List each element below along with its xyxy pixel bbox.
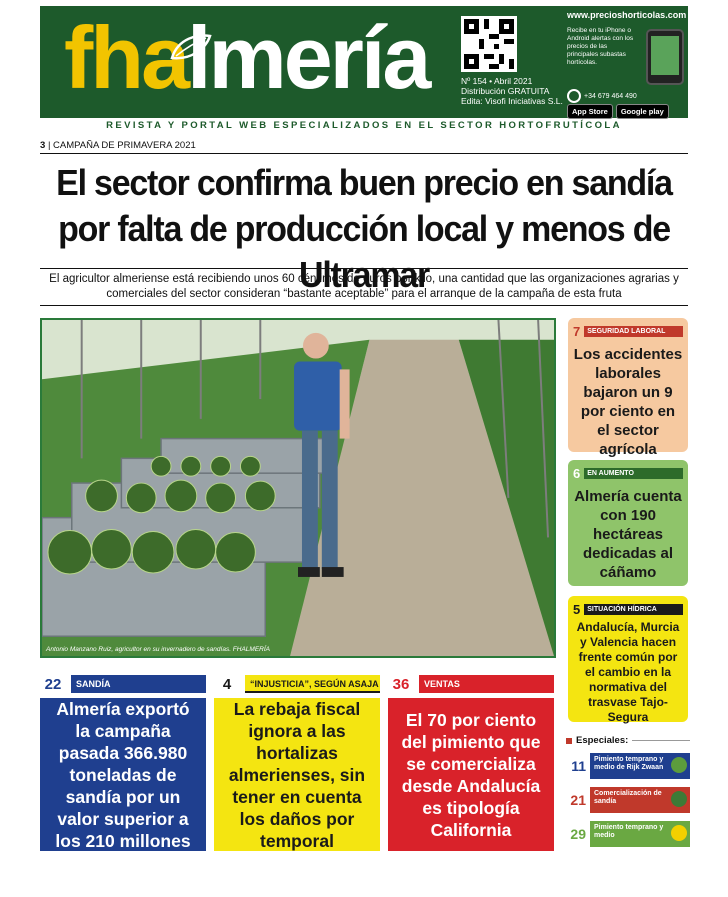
teaser-tag: SITUACIÓN HÍDRICA: [584, 604, 683, 615]
watermelon-icon: [671, 791, 687, 807]
especial-text: Pimiento temprano y medio de Rijk Zwaan: [594, 756, 664, 771]
sidebar-teaser-3[interactable]: [568, 596, 688, 722]
store-badges: [567, 104, 669, 119]
yellow-pepper-icon: [671, 825, 687, 841]
tagline: REVISTA Y PORTAL WEB ESPECIALIZADOS EN EL SECTOR HORTOFRUTÍCOLA: [106, 120, 622, 131]
teaser-tag: “INJUSTICIA”, SEGÚN ASAJA: [245, 675, 380, 693]
teaser-page-number: 22: [44, 675, 62, 693]
qr-code[interactable]: [461, 16, 517, 72]
section-header: [40, 140, 688, 154]
website-link[interactable]: www.precioshorticolas.com: [567, 10, 687, 20]
teaser-page-number: 36: [392, 675, 410, 693]
teaser-text: Andalucía, Murcia y Valencia hacen frente común por el cambio en la normativa del trasvase Tajo-Segura: [576, 620, 680, 724]
leaf-icon: [168, 32, 212, 62]
teaser-tag: EN AUMENTO: [584, 468, 683, 479]
especiales-label: Especiales:: [576, 735, 629, 746]
phone-number-row[interactable]: [567, 89, 637, 103]
teaser-tag: SANDÍA: [71, 675, 206, 693]
app-promo-text: Recibe en tu iPhone o Android alertas con los precios de las principales subastas hortícolas.: [567, 27, 634, 66]
issue-info: [461, 76, 563, 106]
page-number: 3: [40, 140, 46, 151]
teaser-text: Almería cuenta con 190 hectáreas dedicadas al cáñamo: [574, 488, 682, 581]
teaser-text: El 70 por ciento del pimiento que se comercializa desde Andalucía es tipología California: [388, 698, 554, 851]
logo: [64, 8, 428, 108]
main-photo: [40, 318, 556, 658]
especial-item-2[interactable]: [566, 786, 690, 814]
distribution: Distribución GRATUITA: [461, 86, 550, 96]
square-bullet-icon: [566, 738, 572, 744]
main-headline: El sector confirma buen precio en sandía por falta de producción local y menos de Ultramar: [56, 162, 672, 295]
section-name: | CAMPAÑA DE PRIMAVERA 2021: [47, 140, 196, 151]
sidebar-teaser-2[interactable]: [568, 460, 688, 586]
bottom-teaser-1[interactable]: [40, 673, 206, 851]
especial-page-number: 11: [571, 758, 586, 774]
especial-text: Pimiento temprano y medio: [594, 824, 664, 839]
especial-page-number: 29: [570, 826, 586, 842]
teaser-text: Los accidentes laborales bajaron un 9 por ciento en el sector agrícola: [573, 346, 683, 458]
teaser-page-number: 5: [573, 602, 581, 617]
teaser-page-number: 6: [573, 466, 581, 481]
divider: [40, 305, 688, 306]
whatsapp-icon: [567, 89, 581, 103]
app-store-button[interactable]: App Store: [567, 104, 613, 119]
logo-fh: fh: [64, 8, 142, 107]
pepper-icon: [671, 757, 687, 773]
phone-number: +34 679 464 490: [584, 92, 637, 100]
teaser-tag: VENTAS: [419, 675, 554, 693]
bottom-teaser-3[interactable]: [388, 673, 554, 851]
google-play-button[interactable]: Google play: [616, 104, 669, 119]
app-promo-panel: [567, 9, 687, 116]
teaser-text: La rebaja fiscal ignora a las hortalizas almerienses, sin tener en cuenta los daños por temporal: [214, 698, 380, 851]
especiales-title: [566, 735, 690, 746]
teaser-tag: SEGURIDAD LABORAL: [584, 326, 683, 337]
teaser-text: Almería exportó la campaña pasada 366.980 toneladas de sandía por un valor superior a los 210 millones: [40, 698, 206, 851]
issue-number: Nº 154 • Abril 2021: [461, 76, 533, 86]
publisher: Edita: Visofi Iniciativas S.L.: [461, 96, 563, 106]
logo-a: a: [141, 8, 188, 107]
especial-page-number: 21: [570, 792, 586, 808]
especiales-panel: [566, 735, 690, 848]
qr-code-icon: [464, 19, 514, 69]
sidebar-teaser-1[interactable]: [568, 318, 688, 458]
bottom-teaser-2[interactable]: [214, 673, 380, 851]
photo-caption: Antonio Manzano Ruiz, agricultor en su invernadero de sandías. FHALMERÍA: [46, 646, 271, 653]
especial-item-1[interactable]: [566, 752, 690, 780]
phone-icon: [646, 29, 684, 85]
logo-rest: lmería: [187, 8, 429, 107]
teaser-page-number: 4: [222, 675, 232, 693]
masthead: [40, 6, 688, 118]
especial-item-3[interactable]: [566, 820, 690, 848]
subheadline: El agricultor almeriense está recibiendo unos 60 céntimos de euros por kilo, una cantidad que las organizaciones agrarias y comerciales del sector consideran “bastante aceptable” para el arranque de la campaña de esta fruta: [40, 268, 688, 302]
especial-text: Comercialización de sandía: [594, 790, 662, 805]
greenhouse-photo-illustration: [42, 320, 554, 656]
teaser-page-number: 7: [573, 324, 581, 339]
